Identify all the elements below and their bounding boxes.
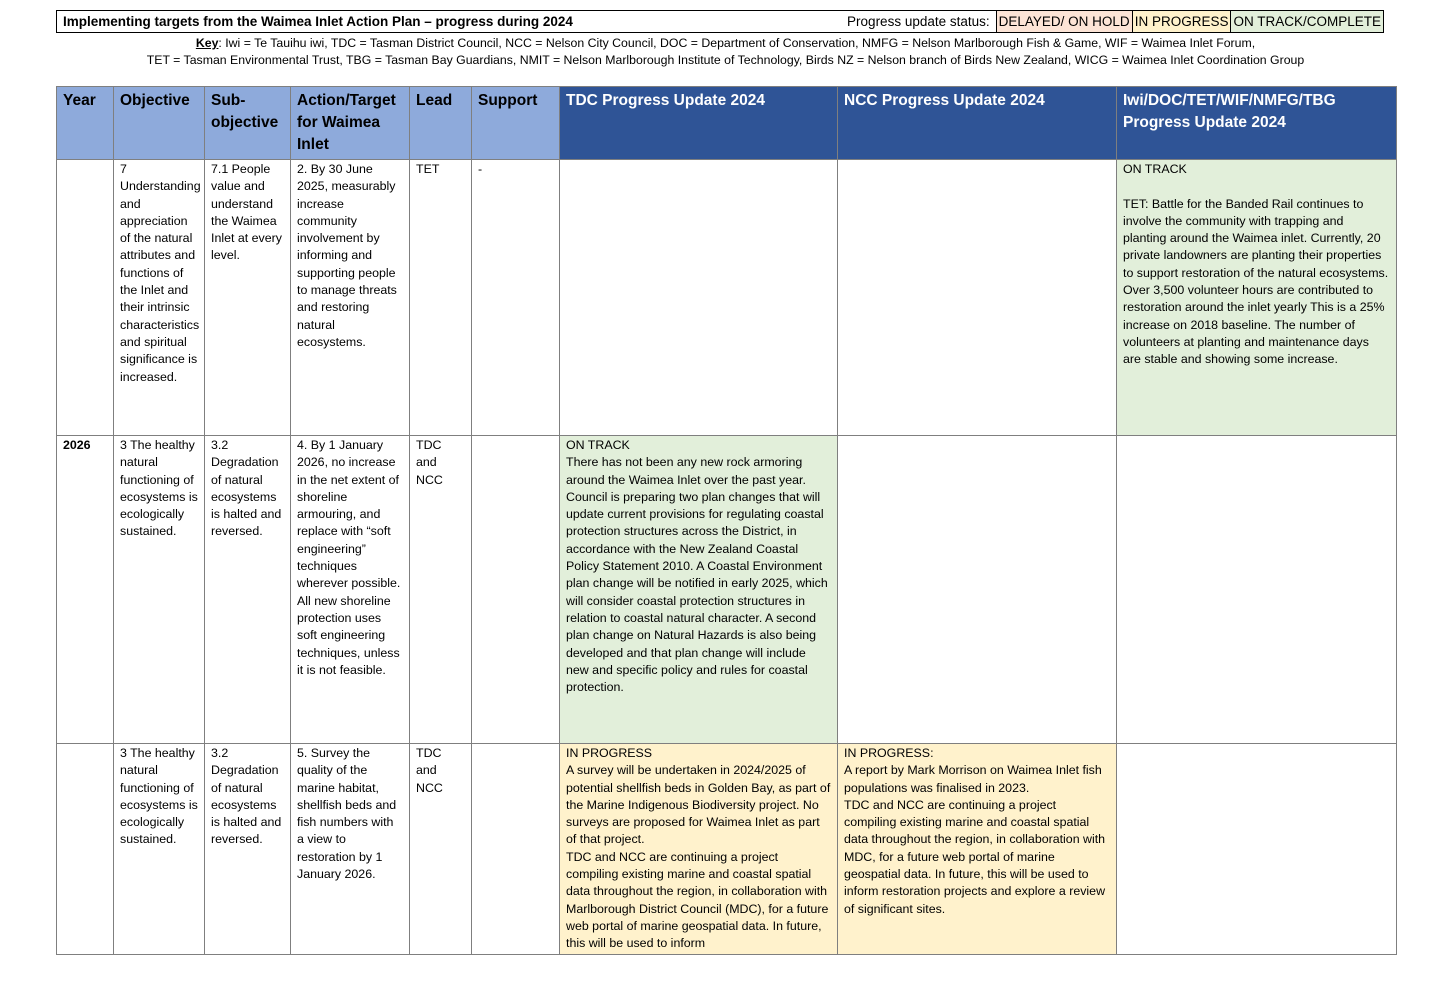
table-row bbox=[57, 436, 1397, 744]
support-cell bbox=[472, 744, 560, 955]
col-header-action: Action/Target for Waimea Inlet bbox=[291, 87, 410, 160]
table-row bbox=[57, 160, 1397, 436]
ncc-update-cell bbox=[838, 436, 1117, 744]
lead-cell: TDC and NCC bbox=[410, 436, 472, 744]
iwi-update-cell bbox=[1117, 436, 1397, 744]
tdc-update-cell: ON TRACK There has not been any new rock armoring around the Waimea Inlet over the past year. Council is preparing two plan changes that will update current provisions for regulating coastal protection structures across the District, in accordance with the New Zealand Coastal Policy Statement 2010. A Coastal Environment plan change will be notified in early 2025, which will consider coastal protection structures in relation to coastal natural character. A second plan change on Natural Hazards is also being developed and that plan change will include new and specific policy and rules for coastal protection. bbox=[560, 436, 838, 744]
year-cell bbox=[57, 744, 114, 955]
key-text-1: : Iwi = Te Tauihu iwi, TDC = Tasman District Council, NCC = Nelson City Council, DOC = Department of Conservation, NMFG = Nelson Marlborough Fish & Game, WIF = Waimea Inlet Forum, bbox=[218, 36, 1256, 50]
col-header-iwi-progress: Iwi/DOC/TET/WIF/NMFG/TBG Progress Update 2024 bbox=[1117, 87, 1397, 160]
ncc-update-cell bbox=[838, 160, 1117, 436]
tdc-update-cell: IN PROGRESS A survey will be undertaken in 2024/2025 of potential shellfish beds in Golden Bay, as part of the Marine Indigenous Biodiversity project. No surveys are proposed for Waimea Inlet as part of that project. TDC and NCC are continuing a project compiling existing marine and coastal spatial data throughout the region, in collaboration with Marlborough District Council (MDC), for a future web portal of marine geospatial data. In future, this will be used to inform bbox=[560, 744, 838, 955]
action-cell: 4. By 1 January 2026, no increase in the net extent of shoreline armouring, and replace with “soft engineering” techniques wherever possible. All new shoreline protection uses soft engineering techniques, unless it is not feasible. bbox=[291, 436, 410, 744]
objective-cell: 3 The healthy natural functioning of ecosystems is ecologically sustained. bbox=[114, 436, 205, 744]
status-legend-label: Progress update status: bbox=[847, 14, 990, 29]
key-line-1 bbox=[0, 35, 1451, 52]
sub-objective-cell: 3.2 Degradation of natural ecosystems is halted and reversed. bbox=[205, 744, 291, 955]
year-cell bbox=[57, 160, 114, 436]
objective-cell: 3 The healthy natural functioning of ecosystems is ecologically sustained. bbox=[114, 744, 205, 955]
iwi-update-cell bbox=[1117, 744, 1397, 955]
col-header-lead: Lead bbox=[410, 87, 472, 160]
action-cell: 2. By 30 June 2025, measurably increase community involvement by informing and supporting people to manage threats and restoring natural ecosystems. bbox=[291, 160, 410, 436]
status-legend bbox=[841, 11, 1383, 32]
table-row bbox=[57, 744, 1397, 955]
col-header-objective: Objective bbox=[114, 87, 205, 160]
action-cell: 5. Survey the quality of the marine habitat, shellfish beds and fish numbers with a view to restoration by 1 January 2026. bbox=[291, 744, 410, 955]
key-line-2 bbox=[0, 52, 1451, 69]
sub-objective-cell: 7.1 People value and understand the Waimea Inlet at every level. bbox=[205, 160, 291, 436]
support-cell bbox=[472, 436, 560, 744]
key-text-2: TET = Tasman Environmental Trust, TBG = Tasman Bay Guardians, NMIT = Nelson Marlborough Institute of Technology, Birds NZ = Nelson branch of Birds New Zealand, WICG = Waimea Inlet Coordination Group bbox=[146, 53, 1305, 67]
status-in-progress: IN PROGRESS bbox=[1132, 11, 1231, 32]
year-cell: 2026 bbox=[57, 436, 114, 744]
col-header-ncc-progress: NCC Progress Update 2024 bbox=[838, 87, 1117, 160]
support-cell: - bbox=[472, 160, 560, 436]
document-title: Implementing targets from the Waimea Inlet Action Plan – progress during 2024 bbox=[63, 14, 573, 29]
status-delayed: DELAYED/ ON HOLD bbox=[996, 11, 1132, 32]
tdc-update-cell bbox=[560, 160, 838, 436]
lead-cell: TET bbox=[410, 160, 472, 436]
col-header-support: Support bbox=[472, 87, 560, 160]
col-header-year: Year bbox=[57, 87, 114, 160]
status-on-track: ON TRACK/COMPLETE bbox=[1230, 11, 1383, 32]
table-header-row bbox=[57, 87, 1397, 160]
iwi-update-cell: ON TRACK TET: Battle for the Banded Rail continues to involve the community with trapping and planting around the Waimea inlet. Currently, 20 private landowners are planting their properties to support restoration of the natural ecosystems. Over 3,500 volunteer hours are contributed to restoration around the inlet yearly This is a 25% increase on 2018 baseline. The number of volunteers at planting and maintenance days are stable and showing some increase. bbox=[1117, 160, 1397, 436]
key-title: Key bbox=[195, 36, 219, 50]
ncc-update-cell: IN PROGRESS: A report by Mark Morrison on Waimea Inlet fish populations was finalised in 2023. TDC and NCC are continuing a project compiling existing marine and coastal spatial data throughout the region, in collaboration with MDC, for a future web portal of marine geospatial data. In future, this will be used to inform restoration projects and explore a review of significant sites. bbox=[838, 744, 1117, 955]
lead-cell: TDC and NCC bbox=[410, 744, 472, 955]
objective-cell: 7 Understanding and appreciation of the natural attributes and functions of the Inlet and their intrinsic characteristics and spiritual significance is increased. bbox=[114, 160, 205, 436]
document-header bbox=[56, 10, 1384, 33]
sub-objective-cell: 3.2 Degradation of natural ecosystems is halted and reversed. bbox=[205, 436, 291, 744]
col-header-sub-objective: Sub-objective bbox=[205, 87, 291, 160]
col-header-tdc-progress: TDC Progress Update 2024 bbox=[560, 87, 838, 160]
progress-table bbox=[56, 86, 1397, 955]
